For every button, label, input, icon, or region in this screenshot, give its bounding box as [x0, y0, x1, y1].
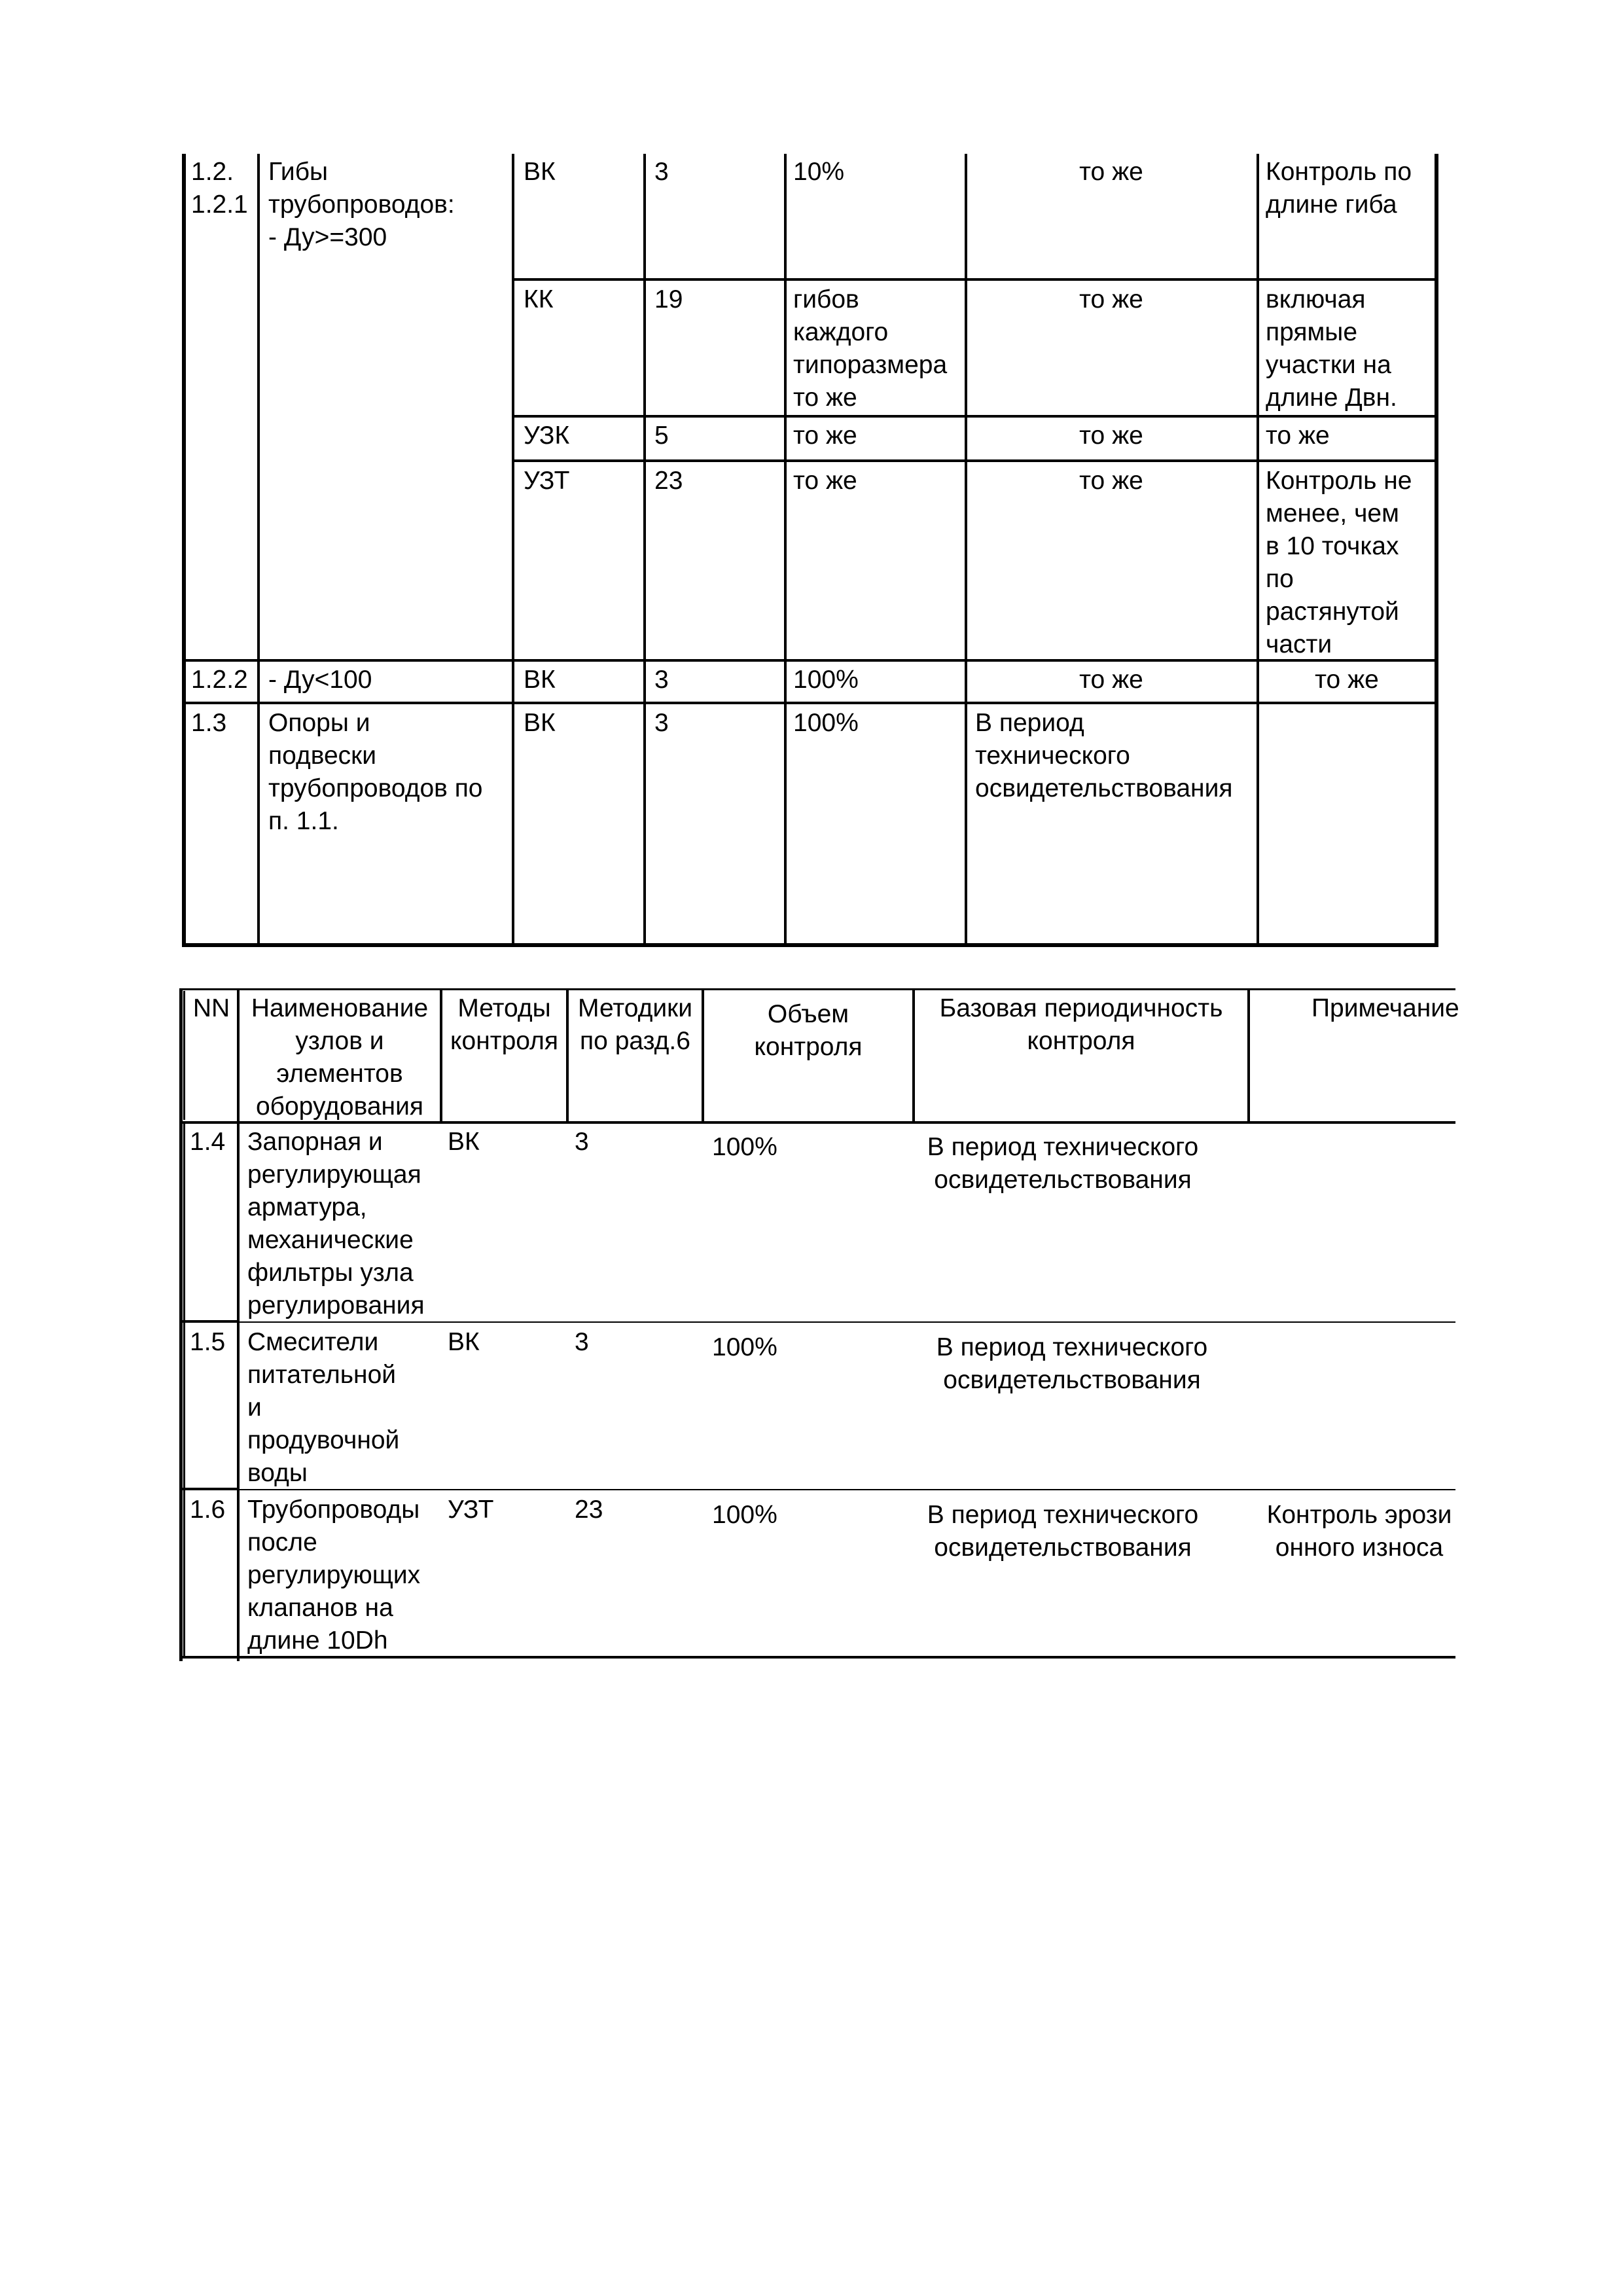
period-cell: В период технического освидетельствования — [927, 1501, 1199, 1562]
table-border — [179, 988, 1455, 990]
period-cell: то же — [1079, 467, 1143, 495]
column-divider — [965, 154, 967, 944]
column-divider — [643, 154, 646, 944]
table-border — [1435, 154, 1438, 946]
element-name: Смесители питательной и продувочной воды — [247, 1328, 400, 1487]
method-cell: ВК — [524, 709, 556, 737]
method-cell: УЗК — [524, 422, 570, 450]
method-cell: УЗТ — [524, 467, 570, 495]
volume-cell: то же — [793, 467, 857, 495]
method-cell: ВК — [448, 1128, 480, 1156]
volume-cell: 100% — [712, 1333, 777, 1361]
period-cell: то же — [1079, 158, 1143, 186]
header-period: Базовая периодичность контроля — [939, 994, 1223, 1055]
row-number: 1.2.2 — [191, 666, 248, 694]
column-divider — [1247, 988, 1250, 1122]
column-divider — [257, 154, 260, 944]
element-name: Гибы трубопроводов: - Ду>=300 — [268, 158, 455, 251]
column-divider — [512, 154, 514, 944]
technique-cell: 19 — [654, 285, 683, 314]
row-divider — [240, 1489, 1455, 1490]
volume-cell: гибов каждого типоразмера то же — [793, 285, 948, 412]
row-number: 1.3 — [191, 709, 227, 737]
note-cell: Контроль не менее, чем в 10 точках по растянутой части — [1266, 467, 1412, 658]
row-divider — [514, 415, 1436, 418]
technique-cell: 3 — [654, 158, 669, 186]
technique-cell: 3 — [575, 1328, 589, 1356]
row-number: 1.4 — [190, 1128, 226, 1156]
table-border — [182, 154, 186, 946]
period-cell: то же — [1079, 285, 1143, 314]
volume-cell: 100% — [793, 666, 859, 694]
column-divider — [784, 154, 787, 944]
period-cell: В период технического освидетельствования — [936, 1333, 1208, 1394]
row-divider — [182, 702, 1437, 704]
technique-cell: 3 — [654, 666, 669, 694]
method-cell: КК — [524, 285, 554, 314]
volume-cell: 10% — [793, 158, 845, 186]
note-cell: то же — [1266, 422, 1330, 450]
element-name: Опоры и подвески трубопроводов по п. 1.1. — [268, 709, 483, 835]
element-name: Трубопроводы после регулирующих клапанов на длине 10Dh — [247, 1496, 421, 1655]
technique-cell: 23 — [654, 467, 683, 495]
note-cell: Контроль эрози онного износа — [1266, 1501, 1452, 1562]
header-method: Методы контроля — [450, 994, 558, 1055]
header-note: Примечание — [1311, 994, 1459, 1022]
header-technique: Методики по разд.6 — [578, 994, 692, 1055]
technique-cell: 23 — [575, 1496, 603, 1524]
row-number: 1.5 — [190, 1328, 226, 1356]
row-divider — [179, 1320, 240, 1323]
note-cell: включая прямые участки на длине Двн. — [1266, 285, 1397, 412]
technique-cell: 5 — [654, 422, 669, 450]
method-cell: ВК — [524, 158, 556, 186]
method-cell: ВК — [448, 1328, 480, 1356]
element-name: Запорная и регулирующая арматура, механические фильтры узла регулирования — [247, 1128, 425, 1319]
row-divider — [514, 278, 1436, 281]
method-cell: УЗТ — [448, 1496, 494, 1524]
period-cell: то же — [1079, 422, 1143, 450]
element-name: - Ду<100 — [268, 666, 372, 694]
header-name: Наименование узлов и элементов оборудования — [251, 994, 429, 1121]
technique-cell: 3 — [654, 709, 669, 737]
note-cell: Контроль по длине гиба — [1266, 158, 1412, 219]
row-divider — [179, 1488, 240, 1490]
volume-cell: 100% — [712, 1501, 777, 1529]
row-number: 1.6 — [190, 1496, 226, 1524]
row-divider — [182, 659, 1437, 662]
volume-cell: 100% — [793, 709, 859, 737]
table-border — [183, 1124, 185, 1656]
header-no: NN — [192, 994, 230, 1022]
table-border — [179, 988, 183, 1661]
period-cell: В период технического освидетельствования — [975, 709, 1233, 802]
period-cell: то же — [1079, 666, 1143, 694]
volume-cell: то же — [793, 422, 857, 450]
volume-cell: 100% — [712, 1133, 777, 1161]
table-border — [182, 943, 1438, 947]
row-divider — [514, 459, 1436, 462]
period-cell: В период технического освидетельствования — [927, 1133, 1199, 1194]
note-cell: то же — [1315, 666, 1379, 694]
table-border — [183, 991, 185, 1120]
row-number: 1.2. 1.2.1 — [191, 158, 248, 219]
header-volume: Объем контроля — [754, 1000, 863, 1061]
column-divider — [1257, 154, 1259, 944]
technique-cell: 3 — [575, 1128, 589, 1156]
method-cell: ВК — [524, 666, 556, 694]
